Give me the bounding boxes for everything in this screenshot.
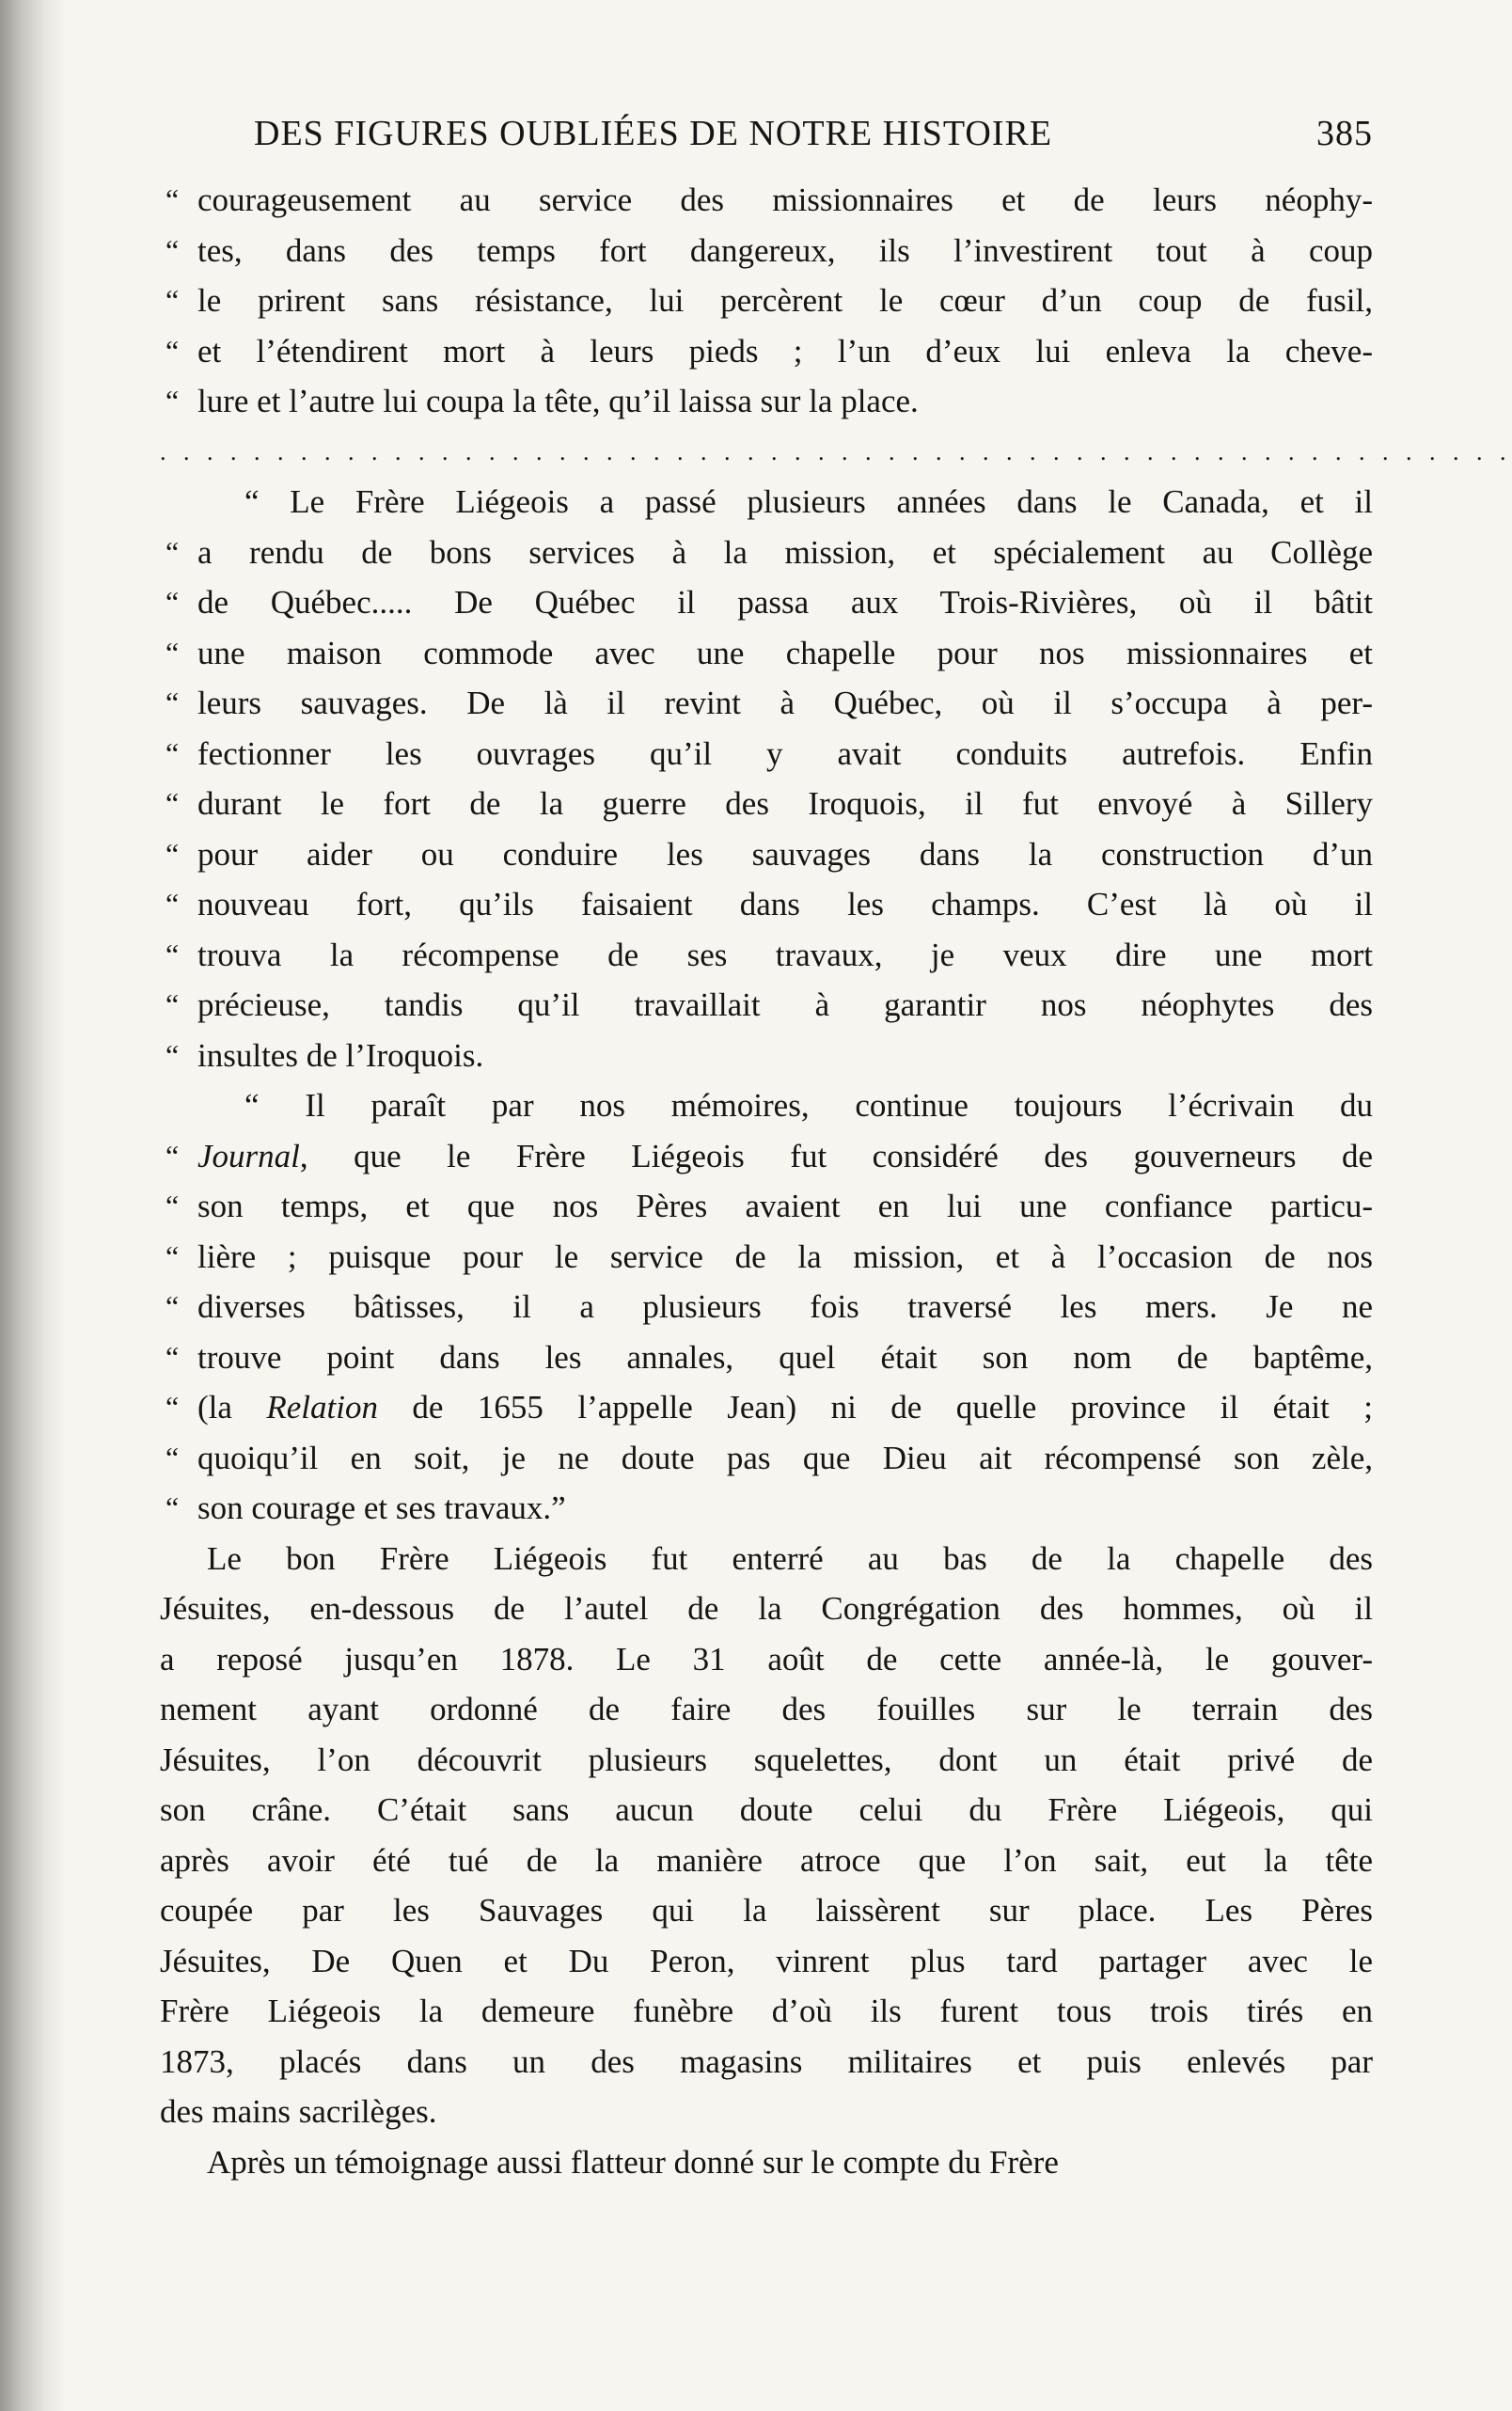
quote-mark: “ bbox=[165, 232, 180, 267]
quote-mark: “ bbox=[165, 333, 180, 368]
quote-mark: “ bbox=[165, 685, 180, 719]
text-line: “ a rendu de bons services à la mission, et spécialement au Collège bbox=[197, 528, 1373, 578]
quote-mark: “ bbox=[165, 1390, 180, 1424]
quote-mark: “ bbox=[165, 182, 180, 216]
quote-mark: “ bbox=[165, 1238, 180, 1273]
text-line: Après un témoignage aussi flatteur donné sur le compte du Frère bbox=[207, 2143, 1059, 2181]
quote-mark: “ bbox=[165, 1138, 180, 1173]
text-line: “ pour aider ou conduire les sauvages dans la construction d’un bbox=[197, 829, 1373, 880]
quote-mark: “ bbox=[165, 786, 180, 820]
text-line: a reposé jusqu’en 1878. Le 31 août de cette année-là, le gouver- bbox=[160, 1640, 1373, 1678]
running-header bbox=[254, 113, 1373, 154]
paragraph-closing bbox=[160, 2137, 1373, 2188]
text-line: “ trouva la récompense de ses travaux, je veux dire une mort bbox=[197, 930, 1373, 981]
text-line: “ leurs sauvages. De là il revint à Québec, où il s’occupa à per- bbox=[197, 678, 1373, 729]
page-number: 385 bbox=[1316, 114, 1373, 153]
text-line: “ une maison commode avec une chapelle pour nos missionnaires et bbox=[197, 628, 1373, 679]
text-line: après avoir été tué de la manière atroce que l’on sait, eut la tête bbox=[160, 1841, 1373, 1879]
quote-mark: “ bbox=[165, 937, 180, 971]
text-line: “ Il paraît par nos mémoires, continue toujours l’écrivain du bbox=[244, 1087, 1373, 1124]
text-line: “ son courage et ses travaux.” bbox=[197, 1483, 1373, 1534]
quote-mark: “ bbox=[165, 1440, 180, 1474]
quote-mark: “ bbox=[165, 1037, 180, 1072]
text-line: Jésuites, en-dessous de l’autel de la Congrégation des hommes, où il bbox=[160, 1590, 1373, 1627]
text-line: “ lière ; puisque pour le service de la mission, et à l’occasion de nos bbox=[197, 1232, 1373, 1283]
quote-mark: “ bbox=[165, 836, 180, 871]
paragraph-quote-journal bbox=[160, 1080, 1373, 1534]
text-line: “ insultes de l’Iroquois. bbox=[197, 1031, 1373, 1081]
text-line: “ tes, dans des temps fort dangereux, ils l’investirent tout à coup bbox=[197, 226, 1373, 276]
text-line: Jésuites, l’on découvrit plusieurs squelettes, dont un était privé de bbox=[160, 1741, 1373, 1778]
text-line: coupée par les Sauvages qui la laissèrent sur place. Les Pères bbox=[160, 1892, 1373, 1929]
text-line: “ diverses bâtisses, il a plusieurs fois traversé les mers. Je ne bbox=[197, 1282, 1373, 1332]
quote-mark: “ bbox=[165, 887, 180, 921]
paragraph-quote-continuation bbox=[160, 175, 1373, 427]
text-line: “ nouveau fort, qu’ils faisaient dans les champs. C’est là où il bbox=[197, 879, 1373, 930]
text-line: “ fectionner les ouvrages qu’il y avait conduits autrefois. Enfin bbox=[197, 729, 1373, 780]
binding-shadow bbox=[0, 0, 66, 2411]
text-line: “ lure et l’autre lui coupa la tête, qu’il laissa sur la place. bbox=[197, 376, 1373, 427]
text-line: “ (la Relation de 1655 l’appelle Jean) ni de quelle province il était ; bbox=[197, 1382, 1373, 1433]
text-line: “ trouve point dans les annales, quel était son nom de baptême, bbox=[197, 1332, 1373, 1383]
text-line: “ Journal, que le Frère Liégeois fut considéré des gouverneurs de bbox=[197, 1131, 1373, 1182]
ellipsis-separator: . . . . . . . . . . . . . . . . . . . . . . . . . . . . . . . . . . . . . . . . . . . . . . . . . . . . . . . . . . bbox=[160, 437, 1512, 465]
text-line: “ son temps, et que nos Pères avaient en lui une confiance particu- bbox=[197, 1181, 1373, 1232]
text-line: Frère Liégeois la demeure funèbre d’où ils furent tous trois tirés en bbox=[160, 1993, 1373, 2029]
quote-mark: “ bbox=[165, 1339, 180, 1374]
quote-mark: “ bbox=[165, 1490, 180, 1524]
paragraph-burial bbox=[160, 1534, 1373, 2137]
text-line: des mains sacrilèges. bbox=[160, 2093, 437, 2130]
quote-mark: “ bbox=[165, 534, 180, 569]
text-line: “ courageusement au service des missionnaires et de leurs néophy- bbox=[197, 175, 1373, 226]
text-line: “ durant le fort de la guerre des Iroquois, il fut envoyé à Sillery bbox=[197, 779, 1373, 829]
text-line: “ quoiqu’il en soit, je ne doute pas que Dieu ait récompensé son zèle, bbox=[197, 1433, 1373, 1484]
running-title: DES FIGURES OUBLIÉES DE NOTRE HISTOIRE bbox=[254, 114, 1053, 153]
text-line: “ et l’étendirent mort à leurs pieds ; l’un d’eux lui enleva la cheve- bbox=[197, 326, 1373, 377]
text-line: Le bon Frère Liégeois fut enterré au bas de la chapelle des bbox=[207, 1539, 1373, 1577]
text-line: “ le prirent sans résistance, lui percèrent le cœur d’un coup de fusil, bbox=[197, 276, 1373, 326]
text-line: “ Le Frère Liégeois a passé plusieurs années dans le Canada, et il bbox=[244, 483, 1374, 520]
text-line: son crâne. C’était sans aucun doute celui du Frère Liégeois, qui bbox=[160, 1791, 1373, 1828]
quote-mark: “ bbox=[165, 635, 180, 670]
text-line: 1873, placés dans un des magasins militaires et puis enlevés par bbox=[160, 2042, 1373, 2080]
quote-mark: “ bbox=[165, 987, 180, 1021]
quote-mark: “ bbox=[165, 735, 180, 770]
quote-mark: “ bbox=[165, 585, 180, 619]
text-line: “ précieuse, tandis qu’il travaillait à garantir nos néophytes des bbox=[197, 980, 1373, 1031]
book-page bbox=[160, 113, 1512, 2187]
text-line: nement ayant ordonné de faire des fouilles sur le terrain des bbox=[160, 1691, 1373, 1727]
quote-mark: “ bbox=[165, 1189, 180, 1222]
text-line: “ de Québec..... De Québec il passa aux Trois-Rivières, où il bâtit bbox=[197, 577, 1373, 628]
paragraph-quote-liegeois-canada bbox=[160, 477, 1373, 1080]
quote-mark: “ bbox=[165, 283, 180, 317]
text-line: Jésuites, De Quen et Du Peron, vinrent plus tard partager avec le bbox=[160, 1942, 1373, 1979]
quote-mark: “ bbox=[165, 1289, 180, 1323]
quote-mark: “ bbox=[165, 384, 180, 418]
